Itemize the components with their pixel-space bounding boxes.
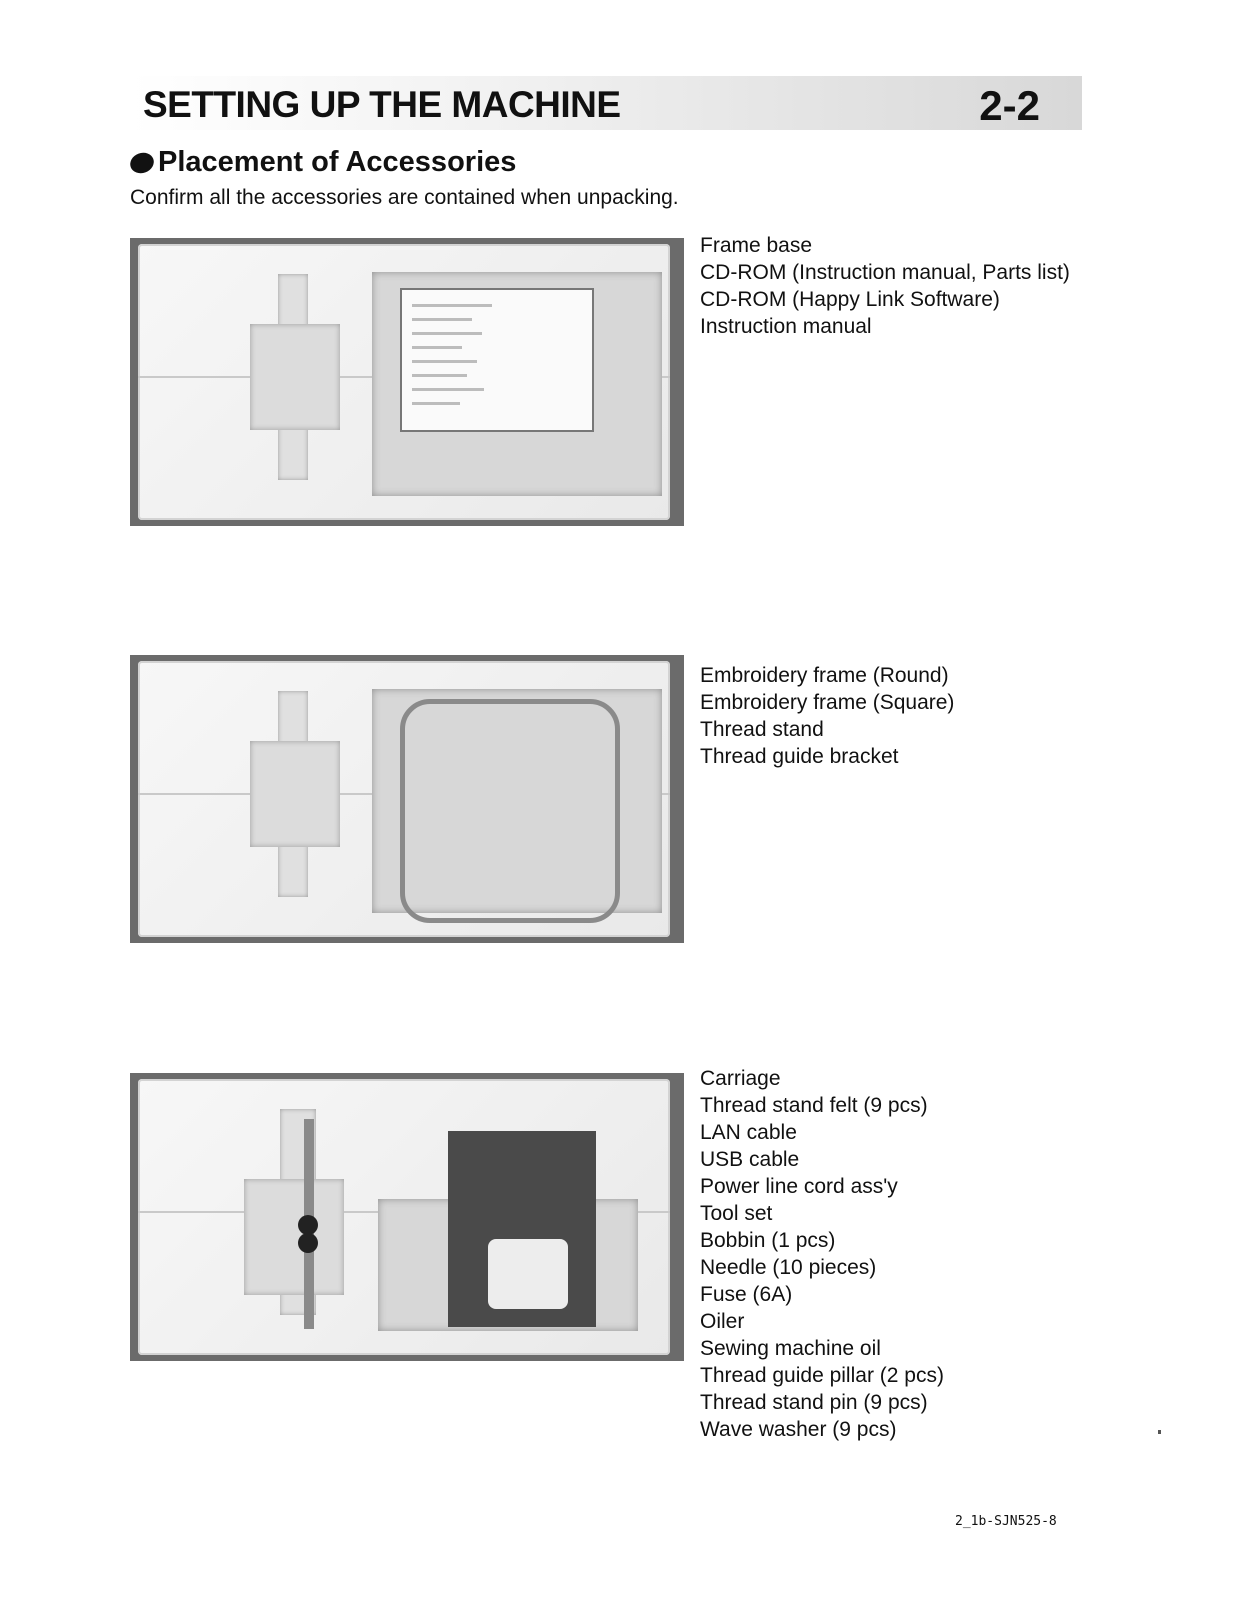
list-item: Thread stand felt (9 pcs) <box>700 1094 928 1117</box>
accessory-tray-photo-2 <box>130 655 684 943</box>
list-item: Fuse (6A) <box>700 1283 793 1306</box>
section-number: 2-2 <box>979 82 1040 129</box>
accessory-list-3 <box>700 1065 944 1443</box>
accessory-list-1 <box>700 232 1070 340</box>
list-item: LAN cable <box>700 1121 797 1144</box>
stray-mark <box>1158 1430 1161 1434</box>
bullet-icon <box>127 149 156 176</box>
list-item: Thread guide bracket <box>700 745 899 768</box>
list-item: Tool set <box>700 1202 773 1225</box>
list-item: Embroidery frame (Square) <box>700 691 955 714</box>
list-item: Thread stand <box>700 718 824 741</box>
list-item: Needle (10 pieces) <box>700 1256 877 1279</box>
list-item: CD-ROM (Instruction manual, Parts list) <box>700 261 1070 284</box>
list-item: Carriage <box>700 1067 781 1090</box>
list-item: Sewing machine oil <box>700 1337 881 1360</box>
intro-text: Confirm all the accessories are contained when unpacking. <box>130 186 679 209</box>
tray <box>138 1079 670 1355</box>
instruction-manual-image <box>400 288 594 432</box>
list-item: Instruction manual <box>700 315 872 338</box>
accessory-tray-photo-1 <box>130 238 684 526</box>
list-item: Frame base <box>700 234 813 257</box>
page-title: SETTING UP THE MACHINE <box>143 84 621 125</box>
list-item: Wave washer (9 pcs) <box>700 1418 897 1441</box>
footer-code: 2_1b-SJN525-8 <box>955 1514 1057 1529</box>
accessory-tray-photo-3 <box>130 1073 684 1361</box>
section-heading <box>130 146 516 179</box>
embroidery-frame-image <box>400 699 620 923</box>
section-heading-text: Placement of Accessories <box>158 146 517 178</box>
list-item: Bobbin (1 pcs) <box>700 1229 836 1252</box>
tray <box>138 661 670 937</box>
list-item: Oiler <box>700 1310 745 1333</box>
list-item: Embroidery frame (Round) <box>700 664 949 687</box>
list-item: Thread stand pin (9 pcs) <box>700 1391 928 1414</box>
list-item: USB cable <box>700 1148 800 1171</box>
tray <box>138 244 670 520</box>
list-item: Thread guide pillar (2 pcs) <box>700 1364 944 1387</box>
page-header <box>130 76 1082 130</box>
list-item: CD-ROM (Happy Link Software) <box>700 288 1000 311</box>
accessory-list-2 <box>700 662 954 770</box>
list-item: Power line cord ass'y <box>700 1175 898 1198</box>
